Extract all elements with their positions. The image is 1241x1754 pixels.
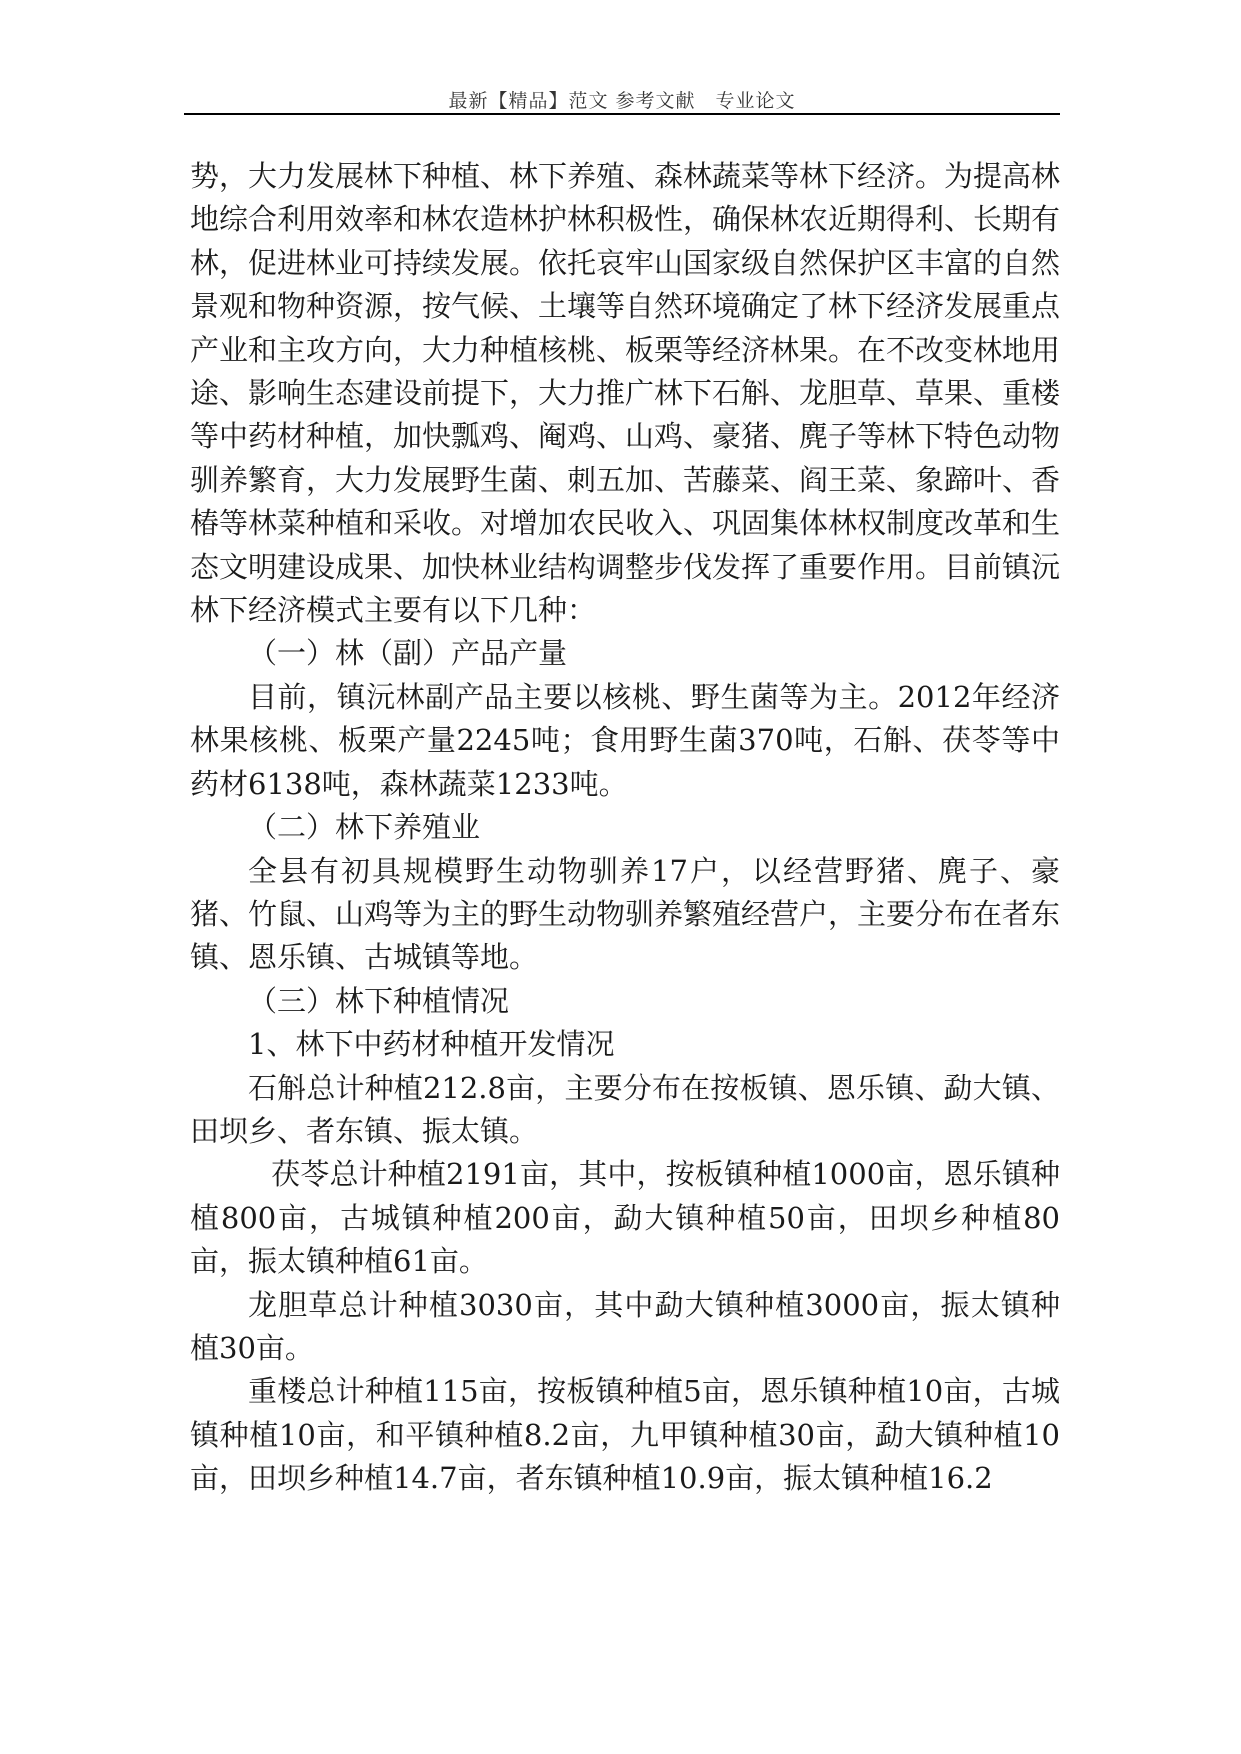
section-heading-breeding: （二）林下养殖业 [248,810,481,845]
paragraph-dendrobium: 石斛总计种植212.8亩，主要分布在按板镇、恩乐镇、勐大镇、田坝乡、者东镇、振太镇。 [190,1070,1060,1148]
page-header: 最新【精品】范文 参考文献 专业论文 [448,90,796,112]
section-heading-planting: （三）林下种植情况 [248,983,510,1018]
paragraph-products: 目前，镇沅林副产品主要以核桃、野生菌等为主。2012年经济林果核桃、板栗产量2245吨；食用野生菌370吨，石斛、茯苓等中药材6138吨，森林蔬菜1233吨。 [190,679,1060,801]
paragraph-paris: 重楼总计种植115亩，按板镇种植5亩，恩乐镇种植10亩，古城镇种植10亩，和平镇种植8.2亩，九甲镇种植30亩，勐大镇种植10亩，田坝乡种植14.7亩，者东镇种植10.9亩，振太镇种植16.2 [190,1374,1060,1496]
paragraph-intro: 势，大力发展林下种植、林下养殖、森林蔬菜等林下经济。为提高林地综合利用效率和林农造林护林积极性，确保林农近期得利、长期有林，促进林业可持续发展。依托哀牢山国家级自然保护区丰富的自然景观和物种资源，按气候、土壤等自然环境确定了林下经济发展重点产业和主攻方向，大力种植核桃、板栗等经济林果。在不改变林地用途、影响生态建设前提下，大力推广林下石斛、龙胆草、草果、重楼等中药材种植，加快瓢鸡、阉鸡、山鸡、豪猪、麂子等林下特色动物驯养繁育，大力发展野生菌、刺五加、苦藤菜、阎王菜、象蹄叶、香椿等林菜种植和采收。对增加农民收入、巩固集体林权制度改革和生态文明建设成果、加快林业结构调整步伐发挥了重要作用。目前镇沅林下经济模式主要有以下几种： [190,159,1061,628]
subsection-heading-herbs: 1、林下中药材种植开发情况 [248,1027,615,1062]
paragraph-breeding: 全县有初具规模野生动物驯养17户，以经营野猪、麂子、豪猪、竹鼠、山鸡等为主的野生动物驯养繁殖经营户，主要分布在者东镇、恩乐镇、古城镇等地。 [190,853,1061,975]
paragraph-poria: 茯苓总计种植2191亩，其中，按板镇种植1000亩，恩乐镇种植800亩，古城镇种植200亩，勐大镇种植50亩，田坝乡种植80亩，振太镇种植61亩。 [190,1157,1060,1279]
header-divider [184,113,1060,115]
document-body [190,155,1060,1501]
paragraph-gentian: 龙胆草总计种植3030亩，其中勐大镇种植3000亩，振太镇种植30亩。 [190,1287,1060,1365]
section-heading-products: （一）林（副）产品产量 [248,636,568,671]
